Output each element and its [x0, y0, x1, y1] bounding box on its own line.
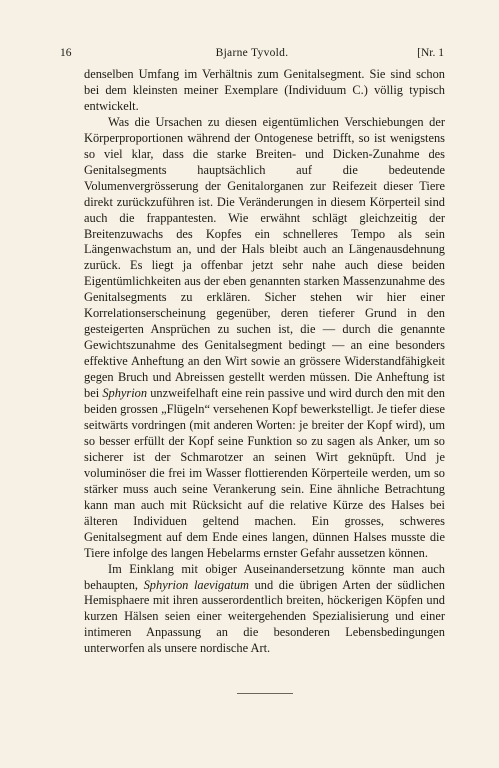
italic-term: Sphyrion laevigatum — [143, 577, 249, 592]
paragraph — [84, 67, 445, 115]
text-run: unzweifelhaft eine rein passive und wird durch den mit den beiden grossen „Flügeln“ versehenen Kopf bewerkstelligt. Je tiefer diese seitwärts vordringen (mit anderen Worten: je breiter der Kopf wird), um so besser erfüllt der Kopf seine Funktion so zu sagen als Anker, um so sicherer ist der Schmarotzer an seinen Wirt geknüpft. Und je voluminöser die frei im Wasser flottierenden Körperteile werden, um so stärker muss auch seine Verankerung sein. Eine ähnliche Betrachtung kann man auch mit Rücksicht auf die relative Kürze des Halses bei älteren Individuen geltend machen. Ein grosses, schweres Genitalsegment auf dem Ende eines langen, dünnen Halses musste die Tiere infolge des langen Hebelarms ernster Gefahr aussetzen können. — [84, 386, 445, 560]
page-number: 16 — [60, 47, 72, 59]
body-text — [84, 67, 445, 657]
text-run: Was die Ursachen zu diesen eigentümlichen Verschiebungen der Körperproportionen während der Ontogenese betrifft, so ist wenigstens so viel klar, dass die starke Breiten- und Dicken-Zunahme des Genitalsegments hauptsächlich auf die bedeutende Volumenvergrösserung der Genitalorganen zur Reifezeit dieser Tiere direkt zurückzuführen ist. Die Veränderungen in diesem Körperteil sind auch die frappantesten. Wie erwähnt schlägt gleichzeitig der Breitenzuwachs des Kopfes ein schnelleres Tempo als sein Längenwachstum an, und der Hals bleibt auch an Längenausdehnung zurück. Es liegt ja offenbar jetzt sehr nahe auch diese beiden Eigentümlichkeiten aus der eben genannten starken Massenzunahme des Genitalsegments zu erklären. Sicher stehen wir hier einer Korrelationserscheinung gegenüber, deren tieferer Grund in den gesteigerten Ansprüchen zu suchen ist, die — durch die genannte Gewichtszunahme des Genitalsegment bedingt — an eine besonders effektive Anheftung an den Wirt sowie an grössere Widerstandfähigkeit gegen Bruch und Abreissen gestellt werden müssen. Die Anheftung ist bei — [84, 114, 445, 401]
running-author: Bjarne Tyvold. — [215, 47, 289, 59]
running-header — [60, 47, 444, 61]
italic-term: Sphyrion — [102, 386, 148, 401]
text-run: denselben Umfang im Verhältnis zum Genitalsegment. Sie sind schon bei dem kleinsten meiner Exemplare (Individuum C.) völlig typisch entwickelt. — [84, 67, 445, 113]
text-run: Im Einklang mit obiger Auseinandersetzung könnte man auch behaupten, — [84, 561, 445, 592]
paragraph — [84, 115, 445, 562]
section-end-rule — [237, 693, 293, 694]
text-run: und die übrigen Arten der südlichen Hemisphaere mit ihren ausserordentlich breiten, höckerigen Köpfen und kurzen Hälsen seien einer weitergehenden Spezialisierung und einer intimeren Anpassung an die besonderen Lebensbedingungen unterworfen als unsere nordische Art. — [84, 577, 445, 656]
series-number: [Nr. 1 — [417, 47, 444, 59]
paragraph — [84, 562, 445, 658]
